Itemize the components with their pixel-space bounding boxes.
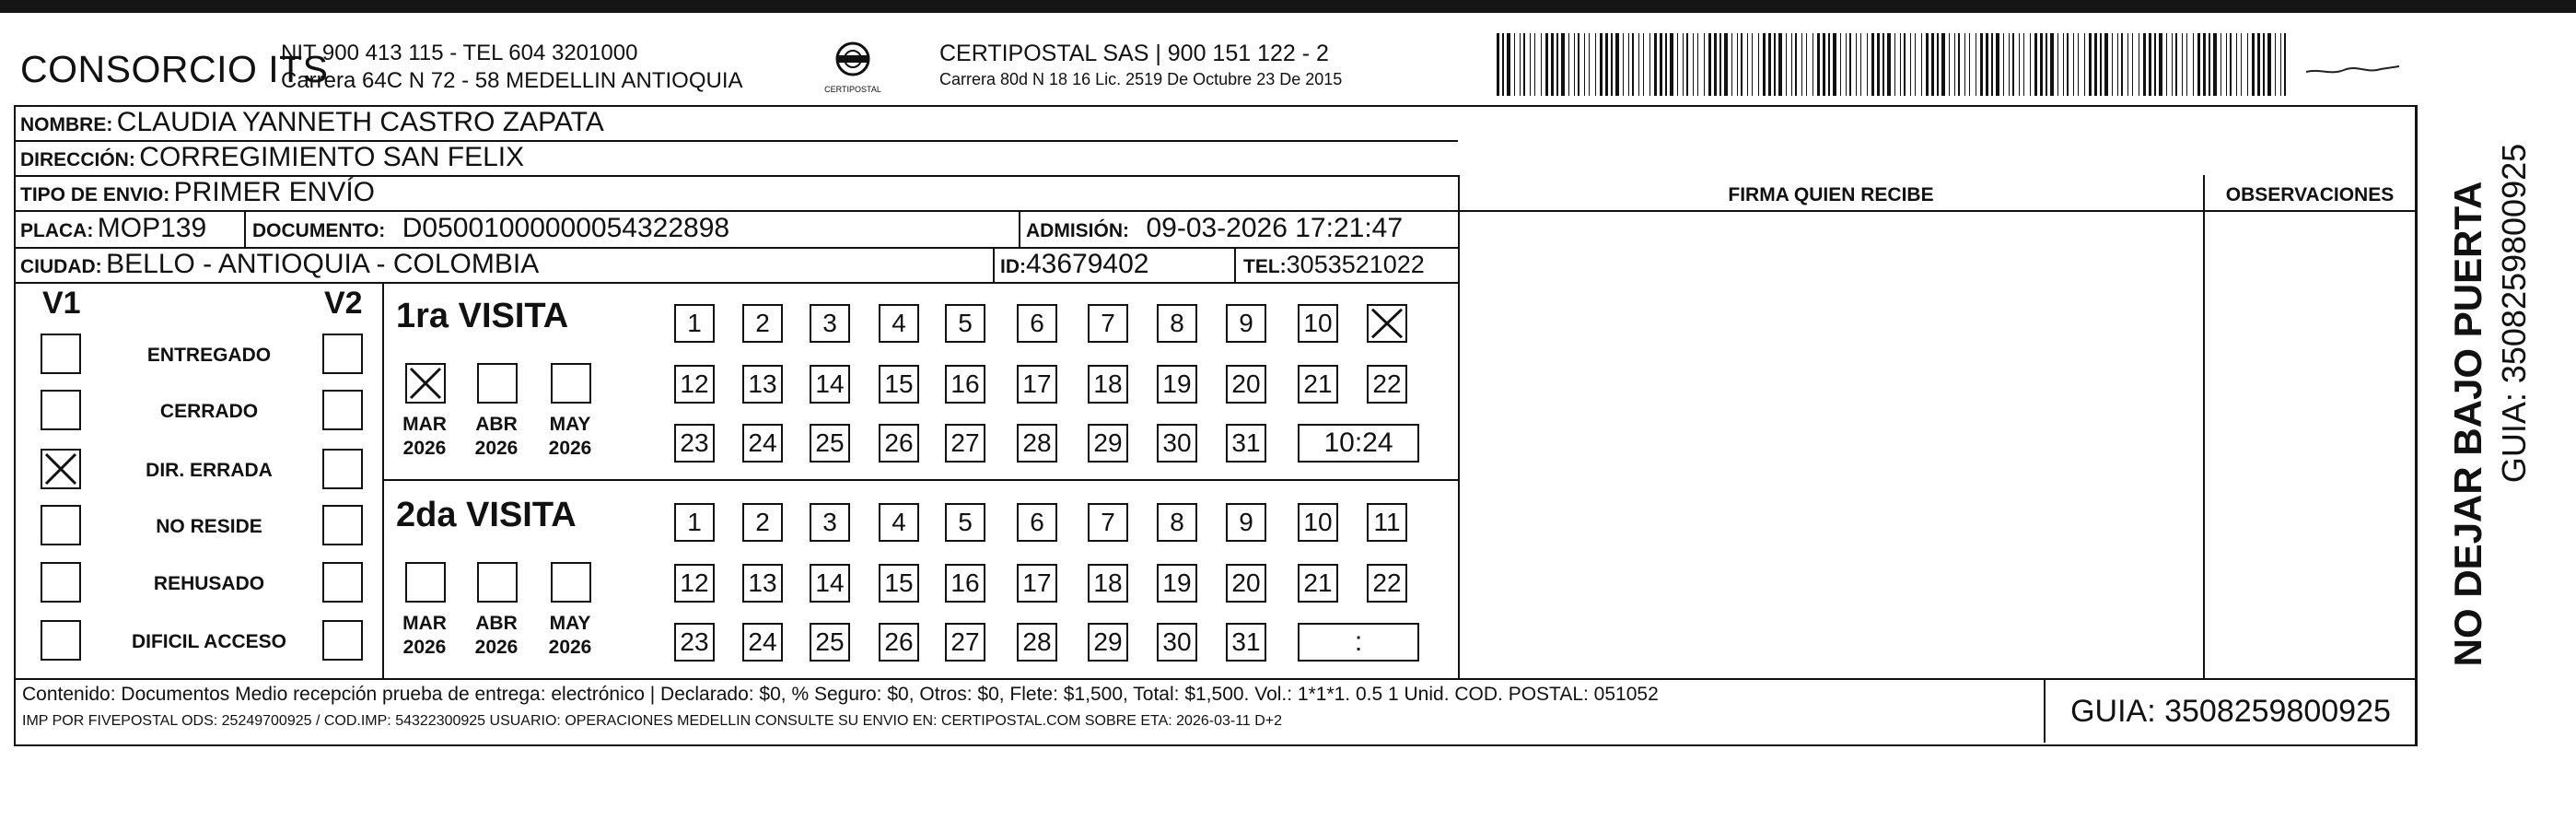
tel-value: 3053521022 — [1286, 251, 1425, 278]
day-box[interactable]: 21 — [1298, 365, 1338, 404]
ciudad-row — [20, 249, 539, 280]
day-box[interactable]: 15 — [879, 564, 919, 603]
month-name: MAY — [549, 613, 591, 634]
day-box[interactable]: 15 — [879, 365, 919, 404]
certipostal-line: CERTIPOSTAL SAS | 900 151 122 - 2 — [939, 41, 1329, 66]
visit-time-box[interactable]: : — [1298, 623, 1419, 662]
day-box[interactable]: 3 — [810, 304, 850, 343]
month-year: 2026 — [402, 637, 447, 658]
nombre-label: NOMBRE: — [20, 114, 113, 135]
firma-header: FIRMA QUIEN RECIBE — [1728, 184, 1934, 205]
day-box[interactable]: 1 — [674, 503, 715, 542]
day-box[interactable]: 16 — [945, 365, 985, 404]
v1-checkbox[interactable] — [41, 620, 81, 661]
id-label: ID: — [1000, 256, 1026, 277]
day-box[interactable]: 17 — [1017, 564, 1057, 603]
day-box[interactable]: 17 — [1017, 365, 1057, 404]
day-box[interactable]: 30 — [1157, 623, 1197, 662]
status-label: ENTREGADO — [146, 345, 272, 366]
month-checkbox[interactable] — [551, 562, 591, 603]
day-box[interactable]: 12 — [674, 564, 715, 603]
day-box[interactable]: 6 — [1017, 503, 1057, 542]
v2-checkbox[interactable] — [322, 562, 363, 603]
footer-guia: GUIA: 3508259800925 — [2044, 680, 2416, 743]
day-box[interactable]: 27 — [945, 424, 985, 463]
placa-label: PLACA: — [20, 220, 94, 241]
visit-time-box[interactable]: 10:24 — [1298, 424, 1419, 463]
admision-label: ADMISIÓN: — [1026, 220, 1129, 241]
day-box[interactable]: 4 — [879, 304, 919, 343]
v1-checkbox[interactable] — [41, 505, 81, 545]
day-box[interactable]: 13 — [742, 564, 783, 603]
month-name: ABR — [475, 414, 518, 435]
day-box[interactable]: 29 — [1088, 623, 1128, 662]
day-box[interactable]: 7 — [1088, 503, 1128, 542]
day-box[interactable]: 25 — [810, 424, 850, 463]
visit-title: 2da VISITA — [396, 496, 577, 534]
footer-contents: Contenido: Documentos Medio recepción prueba de entrega: electrónico | Declarado: $0, % Seguro: $0, Otros: $0, Flete: $1,500, Total: $1,500. Vol.: 1*1*1. 0.5 1 Unid. COD. POSTAL: 051052 — [22, 684, 1659, 705]
status-label: REHUSADO — [153, 573, 265, 594]
day-box[interactable]: 16 — [945, 564, 985, 603]
observaciones-header: OBSERVACIONES — [2225, 184, 2395, 205]
day-box[interactable]: 13 — [742, 365, 783, 404]
v2-checkbox[interactable] — [322, 505, 363, 545]
month-label — [464, 413, 529, 461]
company-address-line: Carrera 64C N 72 - 58 MEDELLIN ANTIOQUIA — [281, 68, 743, 93]
day-box[interactable]: 19 — [1157, 365, 1197, 404]
day-box[interactable]: 25 — [810, 623, 850, 662]
top-edge-bar — [0, 0, 2576, 13]
v1-checkbox[interactable] — [41, 334, 81, 374]
month-name: MAY — [549, 414, 591, 435]
v2-checkbox[interactable] — [322, 390, 363, 430]
admision-row — [1026, 213, 1403, 244]
month-year: 2026 — [474, 438, 519, 459]
month-year: 2026 — [402, 438, 447, 459]
status-label: CERRADO — [159, 401, 259, 422]
month-checkbox[interactable] — [551, 363, 591, 404]
svg-text:CERTIPOSTAL: CERTIPOSTAL — [824, 85, 881, 94]
day-box[interactable]: 8 — [1157, 304, 1197, 343]
month-label — [392, 413, 457, 461]
day-box[interactable]: 2 — [742, 304, 783, 343]
day-box[interactable]: 9 — [1226, 304, 1266, 343]
day-box[interactable]: 2 — [742, 503, 783, 542]
month-name: MAR — [402, 613, 447, 634]
direccion-value: CORREGIMIENTO SAN FELIX — [139, 142, 525, 172]
day-box[interactable]: 14 — [810, 564, 850, 603]
tel-label: TEL: — [1243, 256, 1287, 277]
day-box[interactable]: 24 — [742, 623, 783, 662]
v1-checkbox[interactable] — [41, 562, 81, 603]
day-box[interactable]: 11 — [1367, 503, 1407, 542]
month-name: ABR — [475, 613, 518, 634]
company-name: CONSORCIO ITS — [20, 48, 329, 90]
status-label: DIR. ERRADA — [146, 460, 273, 481]
direccion-row — [20, 142, 524, 173]
day-box[interactable]: 8 — [1157, 503, 1197, 542]
nombre-value: CLAUDIA YANNETH CASTRO ZAPATA — [116, 107, 604, 137]
day-box[interactable]: 18 — [1088, 564, 1128, 603]
day-box[interactable]: 30 — [1157, 424, 1197, 463]
month-label — [538, 612, 602, 660]
month-label — [392, 612, 457, 660]
ciudad-label: CIUDAD: — [20, 256, 102, 277]
day-box[interactable]: 10 — [1298, 503, 1338, 542]
day-box[interactable] — [1367, 304, 1407, 343]
v2-checkbox[interactable] — [322, 334, 363, 374]
day-box[interactable]: 24 — [742, 424, 783, 463]
id-value: 43679402 — [1026, 249, 1149, 279]
side-guia: GUIA: 3508259800925 — [2495, 143, 2533, 484]
tipo-envio-label: TIPO DE ENVIO: — [20, 184, 170, 205]
documento-label: DOCUMENTO: — [252, 220, 386, 241]
day-box[interactable]: 20 — [1226, 365, 1266, 404]
company-nit-line: NIT 900 413 115 - TEL 604 3201000 — [281, 41, 638, 65]
day-box[interactable]: 23 — [674, 623, 715, 662]
day-box[interactable]: 31 — [1226, 424, 1266, 463]
v1-checkbox[interactable] — [41, 449, 81, 489]
direccion-label: DIRECCIÓN: — [20, 149, 135, 170]
id-row — [1000, 249, 1148, 280]
status-label: NO RESIDE — [156, 516, 262, 537]
day-box[interactable]: 9 — [1226, 503, 1266, 542]
day-box[interactable]: 28 — [1017, 623, 1057, 662]
v1-checkbox[interactable] — [41, 390, 81, 430]
month-checkbox[interactable] — [405, 562, 446, 603]
day-box[interactable]: 23 — [674, 424, 715, 463]
day-box[interactable]: 19 — [1157, 564, 1197, 603]
visit-title: 1ra VISITA — [396, 297, 569, 335]
placa-row — [20, 213, 206, 244]
placa-value: MOP139 — [97, 213, 207, 243]
day-box[interactable]: 5 — [945, 503, 985, 542]
day-box[interactable]: 10 — [1298, 304, 1338, 343]
month-year: 2026 — [548, 438, 592, 459]
day-box[interactable]: 26 — [879, 424, 919, 463]
day-box[interactable]: 31 — [1226, 623, 1266, 662]
day-box[interactable]: 29 — [1088, 424, 1128, 463]
admision-value: 09-03-2026 17:21:47 — [1146, 213, 1404, 243]
day-box[interactable]: 6 — [1017, 304, 1057, 343]
nombre-row — [20, 107, 604, 138]
day-box[interactable]: 12 — [674, 365, 715, 404]
v1-header: V1 — [42, 286, 81, 321]
day-box[interactable]: 26 — [879, 623, 919, 662]
day-box[interactable]: 3 — [810, 503, 850, 542]
day-box[interactable]: 1 — [674, 304, 715, 343]
tipo-envio-row — [20, 177, 375, 208]
month-name: MAR — [402, 414, 447, 435]
documento-value: D05001000000054322898 — [402, 213, 730, 243]
documento-row — [252, 213, 729, 244]
v2-header: V2 — [324, 286, 363, 321]
handwritten-mark — [2302, 59, 2404, 81]
day-box[interactable]: 20 — [1226, 564, 1266, 603]
tipo-envio-value: PRIMER ENVÍO — [173, 177, 376, 207]
month-checkbox[interactable] — [405, 363, 446, 404]
month-checkbox[interactable] — [477, 363, 518, 404]
day-box[interactable]: 22 — [1367, 564, 1407, 603]
day-box[interactable]: 21 — [1298, 564, 1338, 603]
day-box[interactable]: 14 — [810, 365, 850, 404]
month-checkbox[interactable] — [477, 562, 518, 603]
day-box[interactable]: 27 — [945, 623, 985, 662]
day-box[interactable]: 4 — [879, 503, 919, 542]
ciudad-value: BELLO - ANTIOQUIA - COLOMBIA — [106, 249, 540, 279]
month-year: 2026 — [474, 637, 519, 658]
tel-row — [1243, 251, 1425, 279]
barcode — [1497, 33, 2287, 96]
footer-imp-line: IMP POR FIVEPOSTAL ODS: 25249700925 / COD.IMP: 54322300925 USUARIO: OPERACIONES MEDELLIN CONSULTE SU ENVIO EN: CERTIPOSTAL.COM SOBRE ETA: 2026-03-11 D+2 — [22, 713, 1283, 729]
v2-checkbox[interactable] — [322, 449, 363, 489]
day-box[interactable]: 28 — [1017, 424, 1057, 463]
day-box[interactable]: 7 — [1088, 304, 1128, 343]
day-box[interactable]: 22 — [1367, 365, 1407, 404]
month-year: 2026 — [548, 637, 592, 658]
month-label — [538, 413, 602, 461]
v2-checkbox[interactable] — [322, 620, 363, 661]
status-label: DIFICIL ACCESO — [131, 631, 286, 652]
certipostal-address: Carrera 80d N 18 16 Lic. 2519 De Octubre 23 De 2015 — [939, 70, 1343, 88]
certipostal-logo — [810, 37, 895, 101]
month-label — [464, 612, 529, 660]
day-box[interactable]: 5 — [945, 304, 985, 343]
day-box[interactable]: 18 — [1088, 365, 1128, 404]
no-dejar-bajo-puerta: NO DEJAR BAJO PUERTA — [2446, 181, 2489, 667]
